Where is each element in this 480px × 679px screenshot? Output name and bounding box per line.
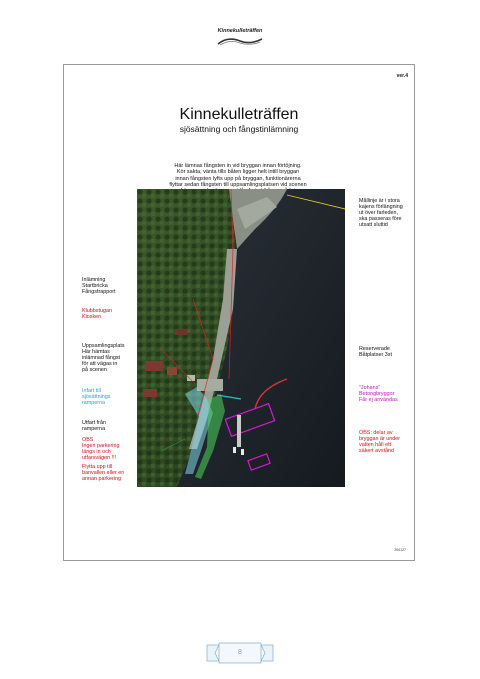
- aerial-map: [137, 189, 345, 487]
- label-utfart: Utfart från ramperna: [82, 420, 106, 432]
- instruction-line: innan fångsten lyfts upp på bryggan, funktionärerna: [175, 175, 301, 182]
- label-uppsamlingsplats: Uppsamlingsplats Här hämtas inlämnad fångst för att vägas in på scenen: [82, 343, 125, 373]
- label-klubbstugan: Klubbstugan Kiosken: [82, 308, 112, 320]
- label-flytta: Flytta upp till banvallen eller en annan parkering: [82, 464, 125, 482]
- instruction-line: Här lämnas fångsten in vid bryggan innan förtöjning.: [174, 163, 302, 169]
- instruction-line: flyttar sedan fångsten till uppsamlingsplatsen vid scenen: [169, 181, 307, 188]
- label-obs-delar: OBS: delar av bryggan är under vatten håll ett säkert avstånd: [359, 430, 401, 454]
- label-obs-parkering: OBS Ingen parkering längs in och utfarsvägen !!!: [82, 437, 120, 461]
- version-label: ver.4: [396, 73, 408, 79]
- page-title: Kinnekulleträffen: [179, 106, 299, 123]
- page-number: 8: [238, 649, 242, 656]
- label-mallinje: Mållinje är i stora kajens förlängning ut över farleden, ska passeras före utsatt sluttid: [359, 198, 403, 228]
- label-johans: "Johans" Betongbryggor Får ej användas: [359, 385, 398, 403]
- label-reserverade: Reserverade Båtplatser 3st: [359, 346, 392, 358]
- header-logo-graphic: [216, 36, 264, 46]
- instruction-line: Kör sakta, vänta tills båten ligger helt intill bryggan: [176, 169, 300, 176]
- header-logo-text: Kinnekulleträffen: [217, 28, 263, 34]
- document-code: 200127: [394, 548, 406, 552]
- label-inlamning: Inlämning Startbricka Fångstrapport: [82, 277, 116, 295]
- document-page: [63, 64, 415, 561]
- page-subtitle: sjösättning och fångstinlämning: [179, 124, 299, 134]
- label-infart: Infart till sjösättnings ramperna: [82, 388, 111, 406]
